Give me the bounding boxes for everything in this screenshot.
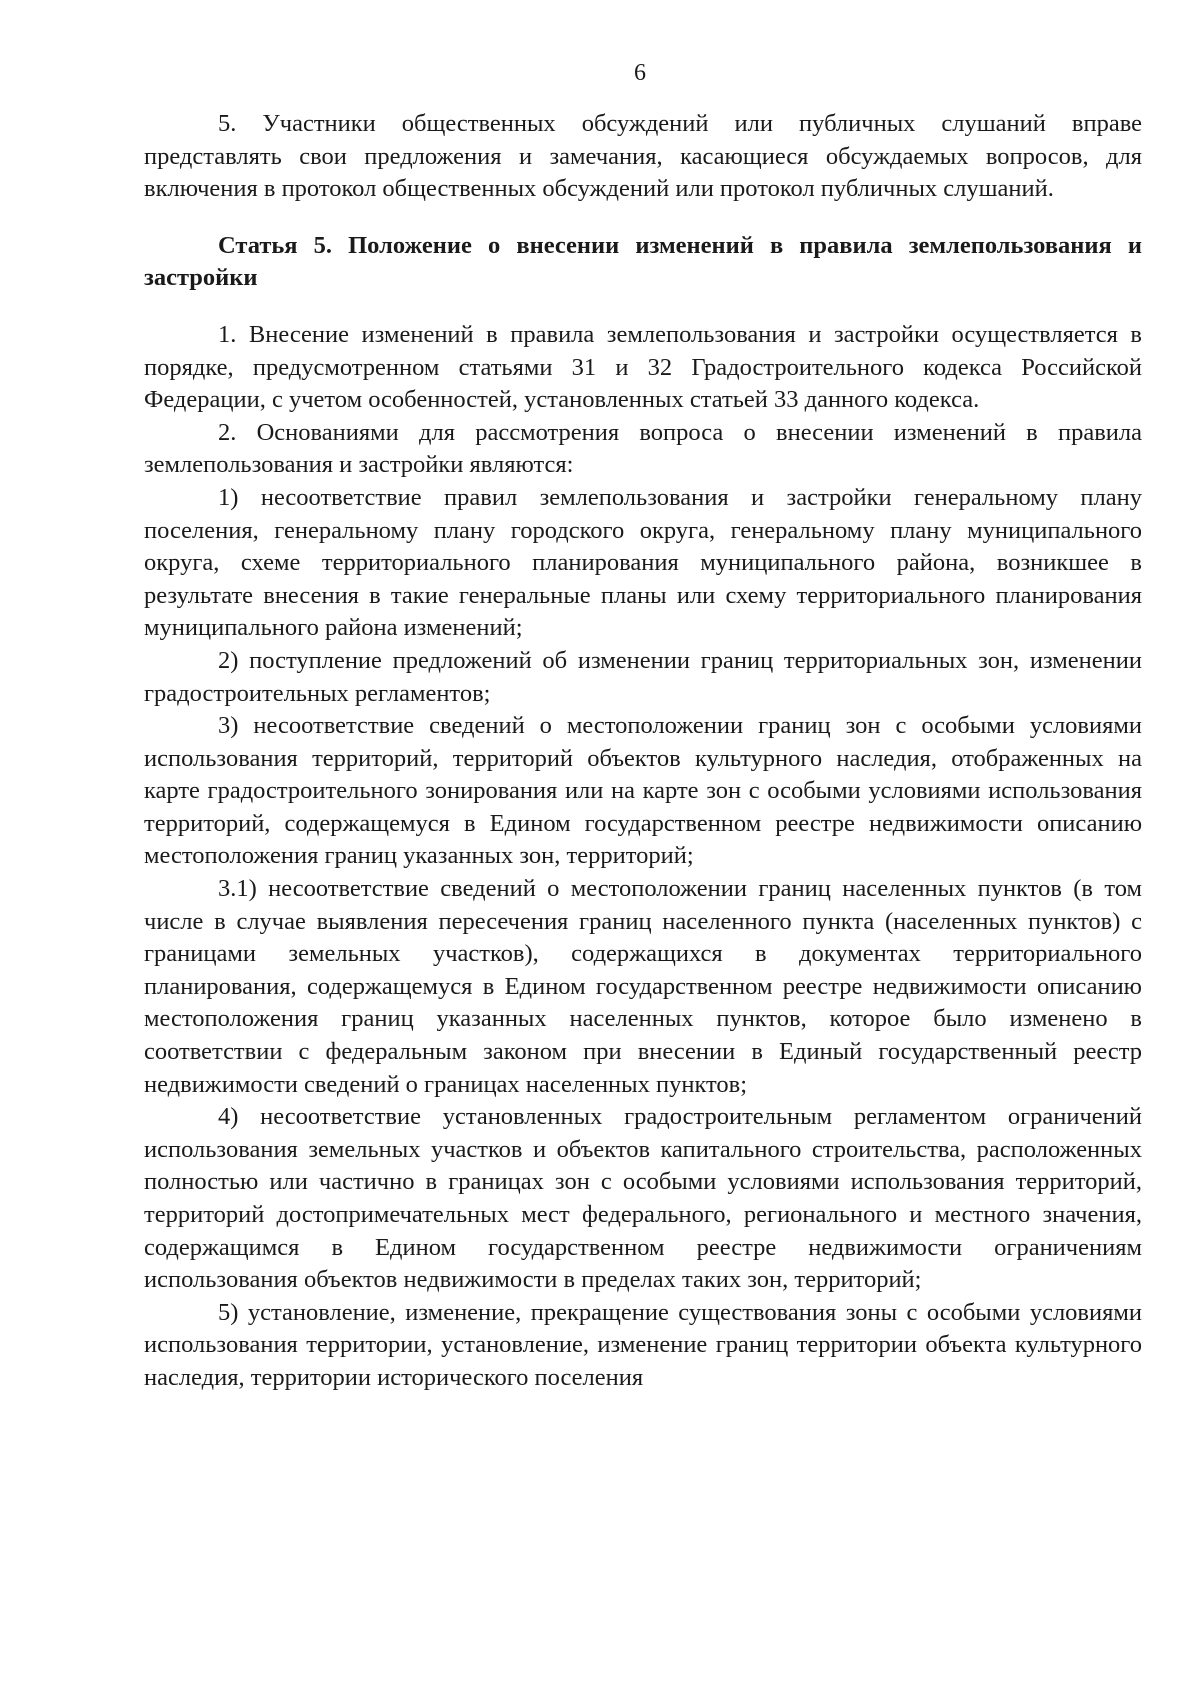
list-item-5: 5) установление, изменение, прекращение существования зоны с особыми условиями использования территории, установление, изменение границ территории объекта культурного наследия, территории исторического поселения: [144, 1298, 1142, 1391]
list-item-3-1: 3.1) несоответствие сведений о местоположении границ населенных пунктов (в том числе в случае выявления пересечения границ населенного пункта (населенных пунктов) с границами земельных участков), содержащихся в документах территориального планирования, содержащемуся в Едином государственном реестре недвижимости описанию местоположения границ указанных населенных пунктов, которое было изменено в соответствии с федеральным законом при внесении в Единый государственный реестр недвижимости сведений о границах населенных пунктов;: [144, 875, 1142, 1098]
list-item-3: 3) несоответствие сведений о местоположении границ зон с особыми условиями использования территорий, территорий объектов культурного наследия, отображенных на карте градостроительного зонирования или на карте зон с особыми условиями использования территорий, содержащемуся в Едином государственном реестре недвижимости описанию местоположения границ указанных зон, территорий;: [144, 712, 1142, 870]
list-item-1: 1) несоответствие правил землепользования и застройки генеральному плану поселения, генеральному плану городского округа, генеральному плану муниципального округа, схеме территориального планирования муниципального района, возникшее в результате внесения в такие генеральные планы или схему территориального планирования муниципального района изменений;: [144, 483, 1142, 642]
paragraph-participants-rights: 5. Участники общественных обсуждений или публичных слушаний вправе представлять свои предложения и замечания, касающиеся обсуждаемых вопросов, для включения в протокол общественных обсуждений или протокол публичных слушаний.: [144, 110, 1142, 203]
list-item-2: 2) поступление предложений об изменении границ территориальных зон, изменении градостроительных регламентов;: [144, 646, 1142, 707]
page-number: 6: [634, 60, 646, 86]
article-5-heading: Статья 5. Положение о внесении изменений в правила землепользования и застройки: [144, 231, 1142, 292]
list-item-4: 4) несоответствие установленных градостроительным регламентом ограничений использования земельных участков и объектов капитального строительства, расположенных полностью или частично в границах зон с особыми условиями использования территорий, территорий достопримечательных мест федерального, регионального и местного значения, содержащимся в Едином государственном реестре недвижимости ограничениям использования объектов недвижимости в пределах таких зон, территорий;: [144, 1103, 1142, 1294]
paragraph-amendment-procedure: 1. Внесение изменений в правила землепользования и застройки осуществляется в порядке, предусмотренном статьями 31 и 32 Градостроительного кодекса Российской Федерации, с учетом особенностей, установленных статьей 33 данного кодекса.: [144, 320, 1142, 414]
paragraph-grounds-intro: 2. Основаниями для рассмотрения вопроса о внесении изменений в правила землепользования и застройки являются:: [144, 418, 1142, 479]
document-body: [144, 108, 1142, 1395]
